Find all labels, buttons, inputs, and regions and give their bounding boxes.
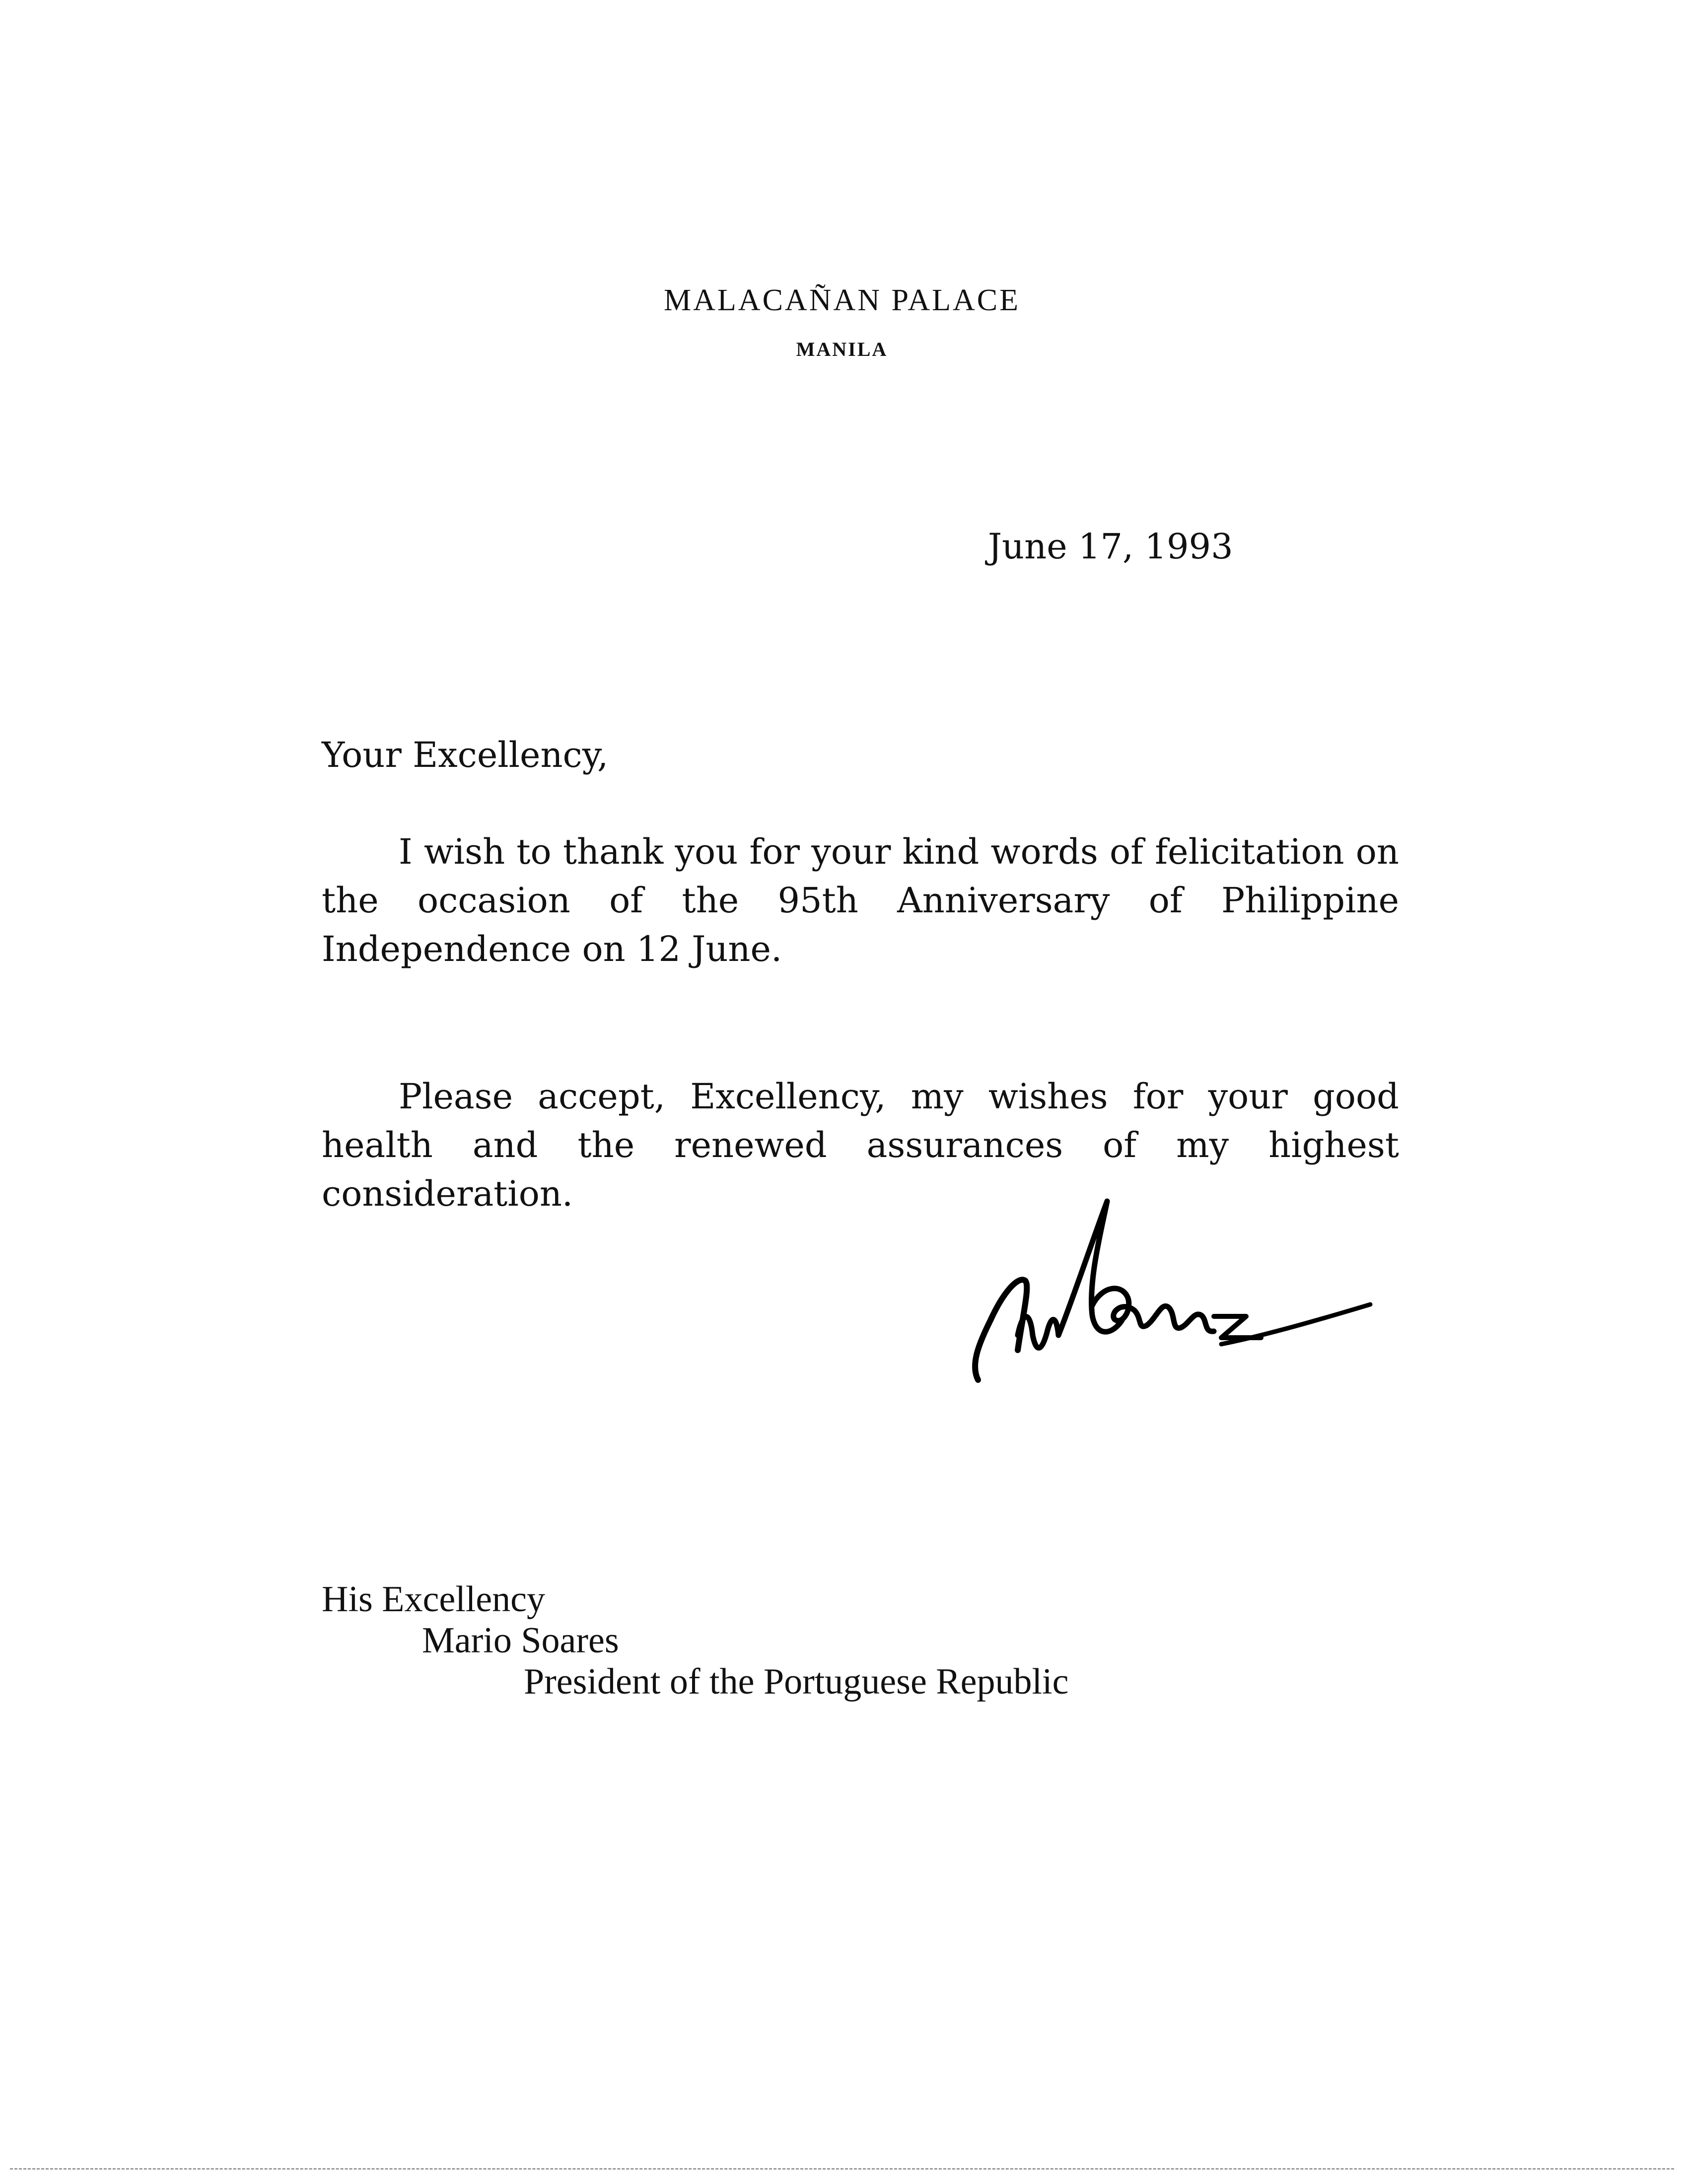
letterhead-city: MANILA [796,338,888,360]
letter-date: June 17, 1993 [988,526,1233,567]
addressee-title: His Excellency [322,1579,545,1620]
addressee-position: President of the Portuguese Republic [524,1661,1069,1702]
salutation: Your Excellency, [322,735,609,775]
scan-edge-line [10,2168,1674,2170]
body-paragraph-2: Please accept, Excellency, my wishes for your good health and the renewed assurances of my highest consideration. [322,1076,1399,1214]
signature-icon [943,1186,1390,1395]
letterhead-title: MALACAÑAN PALACE [664,283,1020,317]
body-paragraph-1: I wish to thank you for your kind words of felicitation on the occasion of the 95th Anniversary of Philippine Independence on 12 June. [322,831,1399,969]
addressee-name: Mario Soares [422,1620,619,1661]
